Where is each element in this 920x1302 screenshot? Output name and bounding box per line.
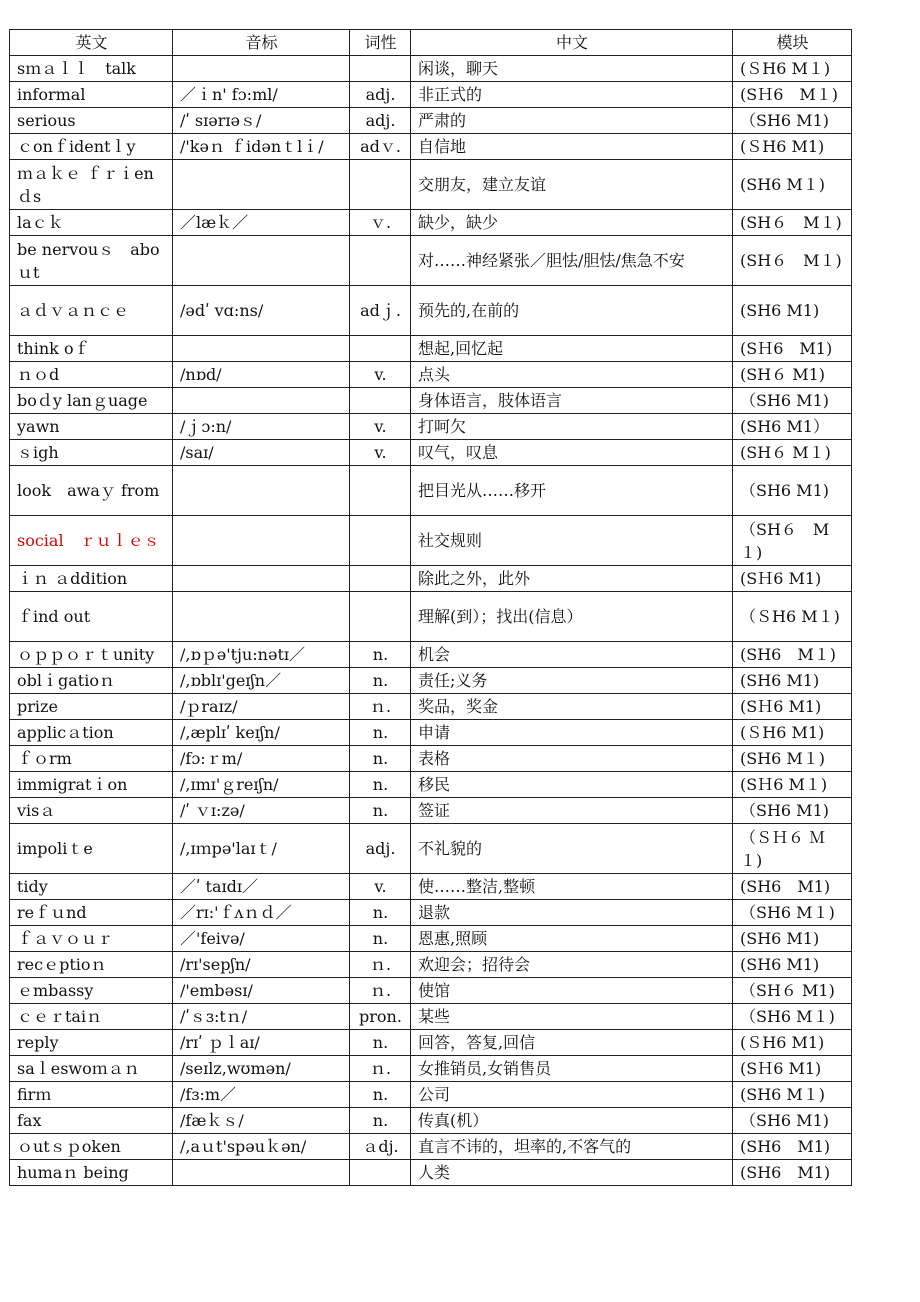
english-cell: ｆind out <box>10 592 173 642</box>
chinese-cell: 身体语言，肢体语言 <box>411 388 733 414</box>
pos-cell: pron. <box>350 1004 411 1030</box>
module-cell: (SH6 M１) <box>733 642 852 668</box>
table-row <box>10 720 852 746</box>
pos-cell <box>350 388 411 414</box>
phonetic-cell: /ʹｓɜ:tｎ/ <box>173 1004 350 1030</box>
phonetic-cell: /,ɪmɪ'ｇreɪʃn/ <box>173 772 350 798</box>
english-cell: applicａtion <box>10 720 173 746</box>
pos-cell: ｎ. <box>350 694 411 720</box>
pos-cell: n. <box>350 668 411 694</box>
phonetic-cell <box>173 566 350 592</box>
chinese-cell: 奖品，奖金 <box>411 694 733 720</box>
table-row <box>10 746 852 772</box>
pos-cell <box>350 566 411 592</box>
module-cell: (SH6 M1) <box>733 286 852 336</box>
phonetic-cell <box>173 336 350 362</box>
pos-cell: n. <box>350 926 411 952</box>
module-cell: (SＨ6 M1) <box>733 336 852 362</box>
pos-cell <box>350 466 411 516</box>
module-cell: (ＳH6 M1) <box>733 720 852 746</box>
phonetic-cell: /ｐraɪz/ <box>173 694 350 720</box>
english-cell: ｅmbassy <box>10 978 173 1004</box>
header-part-of-speech: 词性 <box>350 30 411 56</box>
phonetic-cell: /'embəsɪ/ <box>173 978 350 1004</box>
english-cell: ｃonｆidentｌy <box>10 134 173 160</box>
header-english: 英文 <box>10 30 173 56</box>
table-row <box>10 694 852 720</box>
phonetic-cell: /,æplɪʹ keɪʃn/ <box>173 720 350 746</box>
table-row <box>10 592 852 642</box>
chinese-cell: 闲谈，聊天 <box>411 56 733 82</box>
phonetic-cell <box>173 56 350 82</box>
phonetic-cell <box>173 160 350 210</box>
phonetic-cell: /ədʹ vɑ:ns/ <box>173 286 350 336</box>
english-cell: saｌeswoｍａｎ <box>10 1056 173 1082</box>
phonetic-cell: /rɪ'sepʃn/ <box>173 952 350 978</box>
phonetic-cell: /saɪ/ <box>173 440 350 466</box>
module-cell: (SH6 M1） <box>733 414 852 440</box>
table-row <box>10 108 852 134</box>
phonetic-cell <box>173 466 350 516</box>
phonetic-cell: /ʹ sɪərɪəｓ/ <box>173 108 350 134</box>
header-phonetic: 音标 <box>173 30 350 56</box>
table-row <box>10 926 852 952</box>
english-cell: immigratｉon <box>10 772 173 798</box>
table-row <box>10 642 852 668</box>
english-cell: ｓigh <box>10 440 173 466</box>
english-cell: ｉｎ ａddition <box>10 566 173 592</box>
chinese-cell: 理解(到）；找出(信息） <box>411 592 733 642</box>
header-module: 模块 <box>733 30 852 56</box>
module-cell: （SH6 M1) <box>733 108 852 134</box>
module-cell: （SH6 M1) <box>733 798 852 824</box>
module-cell: （SH6 M１) <box>733 900 852 926</box>
table-row <box>10 236 852 286</box>
pos-cell: ｎ. <box>350 978 411 1004</box>
english-cell: sｍａｌｌ talk <box>10 56 173 82</box>
table-row <box>10 798 852 824</box>
phonetic-cell: ／læｋ／ <box>173 210 350 236</box>
table-row <box>10 1004 852 1030</box>
english-cell: ｎｏd <box>10 362 173 388</box>
phonetic-cell: /,ɒblɪ'geɪʃn／ <box>173 668 350 694</box>
pos-cell <box>350 56 411 82</box>
pos-cell: adｊ. <box>350 286 411 336</box>
module-cell: (SH6 M1) <box>733 926 852 952</box>
english-cell: yawn <box>10 414 173 440</box>
pos-cell <box>350 336 411 362</box>
pos-cell: v. <box>350 874 411 900</box>
chinese-cell: 责任;义务 <box>411 668 733 694</box>
chinese-cell: 严肃的 <box>411 108 733 134</box>
pos-cell: v. <box>350 440 411 466</box>
chinese-cell: 不礼貌的 <box>411 824 733 874</box>
chinese-cell: 传真(机） <box>411 1108 733 1134</box>
module-cell: （SH６ M１) <box>733 516 852 566</box>
pos-cell: n. <box>350 720 411 746</box>
english-cell: fax <box>10 1108 173 1134</box>
chinese-cell: 人类 <box>411 1160 733 1186</box>
english-cell: humaｎ being <box>10 1160 173 1186</box>
phonetic-cell: /,aｕt'spəuｋən/ <box>173 1134 350 1160</box>
table-row <box>10 1030 852 1056</box>
phonetic-cell <box>173 516 350 566</box>
table-row <box>10 516 852 566</box>
chinese-cell: 公司 <box>411 1082 733 1108</box>
pos-cell: adj. <box>350 824 411 874</box>
pos-cell <box>350 592 411 642</box>
module-cell: (SH6 M１) <box>733 1082 852 1108</box>
pos-cell: ｎ. <box>350 1056 411 1082</box>
phonetic-cell: ／ｉn' fɔ:ml/ <box>173 82 350 108</box>
pos-cell: ｎ. <box>350 952 411 978</box>
module-cell: （ＳＨ６ Ｍ１) <box>733 824 852 874</box>
module-cell: (SH6 M1) <box>733 668 852 694</box>
english-cell: reｆｕnd <box>10 900 173 926</box>
table-row <box>10 824 852 874</box>
module-cell: (ＳH6 M1) <box>733 134 852 160</box>
module-cell: (SH６ M1) <box>733 362 852 388</box>
table-row <box>10 952 852 978</box>
english-cell: boｄy lanｇuage <box>10 388 173 414</box>
pos-cell <box>350 516 411 566</box>
phonetic-cell: /ʹ ｖɪ:zə/ <box>173 798 350 824</box>
phonetic-cell: /fæｋｓ/ <box>173 1108 350 1134</box>
table-row <box>10 362 852 388</box>
chinese-cell: 社交规则 <box>411 516 733 566</box>
pos-cell <box>350 236 411 286</box>
module-cell: (SＨ6 M1) <box>733 1056 852 1082</box>
table-row <box>10 210 852 236</box>
pos-cell: n. <box>350 1030 411 1056</box>
module-cell: (SＨ6 M１) <box>733 82 852 108</box>
chinese-cell: 欢迎会；招待会 <box>411 952 733 978</box>
chinese-cell: 对……神经紧张／胆怯/胆怯/焦急不安 <box>411 236 733 286</box>
pos-cell: ｖ. <box>350 210 411 236</box>
english-cell: reply <box>10 1030 173 1056</box>
header-chinese: 中文 <box>411 30 733 56</box>
phonetic-cell <box>173 236 350 286</box>
table-row <box>10 388 852 414</box>
pos-cell: n. <box>350 772 411 798</box>
english-cell: tidy <box>10 874 173 900</box>
english-cell: ｏｐｐｏｒｔunity <box>10 642 173 668</box>
chinese-cell: 自信地 <box>411 134 733 160</box>
english-cell: laｃｋ <box>10 210 173 236</box>
english-cell: prize <box>10 694 173 720</box>
english-cell: ｃｅｒtaiｎ <box>10 1004 173 1030</box>
english-cell: recｅptioｎ <box>10 952 173 978</box>
phonetic-cell: /ｊɔ:n/ <box>173 414 350 440</box>
header-row <box>10 30 852 56</box>
chinese-cell: 叹气，叹息 <box>411 440 733 466</box>
module-cell: (SH6 M1) <box>733 1134 852 1160</box>
chinese-cell: 退款 <box>411 900 733 926</box>
pos-cell: n. <box>350 746 411 772</box>
module-cell: （ＳH6 M１) <box>733 592 852 642</box>
pos-cell: v. <box>350 362 411 388</box>
pos-cell: n. <box>350 1082 411 1108</box>
pos-cell <box>350 160 411 210</box>
english-cell: ｏutｓｐoken <box>10 1134 173 1160</box>
module-cell: （SH6 M1) <box>733 466 852 516</box>
english-cell: serious <box>10 108 173 134</box>
module-cell: （SH6 M1) <box>733 1108 852 1134</box>
phonetic-cell: /,ɒｐə'tju:nətɪ／ <box>173 642 350 668</box>
module-cell: (SH6 M1) <box>733 952 852 978</box>
table-row <box>10 440 852 466</box>
table-row <box>10 1134 852 1160</box>
table-row <box>10 900 852 926</box>
chinese-cell: 签证 <box>411 798 733 824</box>
module-cell: （SH6 M１) <box>733 1004 852 1030</box>
chinese-cell: 预先的,在前的 <box>411 286 733 336</box>
english-cell: think oｆ <box>10 336 173 362</box>
chinese-cell: 表格 <box>411 746 733 772</box>
pos-cell: n. <box>350 642 411 668</box>
english-cell: firｍ <box>10 1082 173 1108</box>
table-row <box>10 286 852 336</box>
chinese-cell: 申请 <box>411 720 733 746</box>
table-row <box>10 1056 852 1082</box>
table-row <box>10 1160 852 1186</box>
chinese-cell: 某些 <box>411 1004 733 1030</box>
chinese-cell: 回答，答复,回信 <box>411 1030 733 1056</box>
chinese-cell: 机会 <box>411 642 733 668</box>
english-cell: ｍａｋｅ ｆｒｉen ｄs <box>10 160 173 210</box>
pos-cell: v. <box>350 414 411 440</box>
table-row <box>10 56 852 82</box>
table-row <box>10 134 852 160</box>
english-cell: oblｉgatioｎ <box>10 668 173 694</box>
phonetic-cell: /,ɪｍpə'laɪｔ/ <box>173 824 350 874</box>
pos-cell: adj. <box>350 108 411 134</box>
chinese-cell: 使馆 <box>411 978 733 1004</box>
table-row <box>10 336 852 362</box>
table-row <box>10 466 852 516</box>
module-cell: （SH６ M1) <box>733 978 852 1004</box>
module-cell: (SＨ6 M１) <box>733 772 852 798</box>
table-row <box>10 1082 852 1108</box>
chinese-cell: 移民 <box>411 772 733 798</box>
chinese-cell: 交朋友，建立友谊 <box>411 160 733 210</box>
english-cell: ａｄｖａｎｃｅ <box>10 286 173 336</box>
phonetic-cell: ／rɪ:'ｆʌｎｄ／ <box>173 900 350 926</box>
phonetic-cell: ／'feivə/ <box>173 926 350 952</box>
english-cell: ｆｏrm <box>10 746 173 772</box>
english-cell: informal <box>10 82 173 108</box>
table-row <box>10 566 852 592</box>
english-cell: visａ <box>10 798 173 824</box>
english-cell: impoliｔe <box>10 824 173 874</box>
vocabulary-table <box>9 29 852 1186</box>
phonetic-cell: /fɜ:m／ <box>173 1082 350 1108</box>
module-cell: (SH６ M１) <box>733 210 852 236</box>
phonetic-cell <box>173 1160 350 1186</box>
module-cell: (SH6 M１) <box>733 160 852 210</box>
pos-cell: n. <box>350 1108 411 1134</box>
phonetic-cell: /seɪlz,wʊmən/ <box>173 1056 350 1082</box>
table-row <box>10 1108 852 1134</box>
module-cell: (ＳH6 M１) <box>733 56 852 82</box>
chinese-cell: 想起,回忆起 <box>411 336 733 362</box>
chinese-cell: 恩惠,照顾 <box>411 926 733 952</box>
chinese-cell: 女推销员,女销售员 <box>411 1056 733 1082</box>
phonetic-cell <box>173 388 350 414</box>
chinese-cell: 把目光从……移开 <box>411 466 733 516</box>
english-cell: social ｒｕｌｅｓ <box>10 516 173 566</box>
english-cell: look awaｙ from <box>10 466 173 516</box>
pos-cell: adj. <box>350 82 411 108</box>
chinese-cell: 非正式的 <box>411 82 733 108</box>
english-cell: ｆａｖｏｕｒ <box>10 926 173 952</box>
pos-cell: ａdj. <box>350 1134 411 1160</box>
chinese-cell: 点头 <box>411 362 733 388</box>
module-cell: （SH6 M1) <box>733 388 852 414</box>
table-row <box>10 82 852 108</box>
table-row <box>10 160 852 210</box>
chinese-cell: 除此之外，此外 <box>411 566 733 592</box>
table-row <box>10 668 852 694</box>
chinese-cell: 使……整洁,整顿 <box>411 874 733 900</box>
chinese-cell: 打呵欠 <box>411 414 733 440</box>
chinese-cell: 直言不讳的，坦率的,不客气的 <box>411 1134 733 1160</box>
pos-cell: n. <box>350 900 411 926</box>
phonetic-cell <box>173 592 350 642</box>
phonetic-cell: /fɔ:ｒm/ <box>173 746 350 772</box>
chinese-cell: 缺少，缺少 <box>411 210 733 236</box>
phonetic-cell: /'kəｎ ｆidənｔlｉ/ <box>173 134 350 160</box>
module-cell: (SＨ6 M1) <box>733 566 852 592</box>
phonetic-cell: /rɪʹ ｐｌaɪ/ <box>173 1030 350 1056</box>
table-row <box>10 978 852 1004</box>
phonetic-cell: ／ʹ taɪdɪ／ <box>173 874 350 900</box>
pos-cell <box>350 1160 411 1186</box>
english-cell: be nervouｓ aboｕt <box>10 236 173 286</box>
module-cell: (ＳH6 M1) <box>733 1030 852 1056</box>
table-row <box>10 772 852 798</box>
pos-cell: adｖ. <box>350 134 411 160</box>
module-cell: (SH6 M1) <box>733 874 852 900</box>
module-cell: (SH６ M１) <box>733 440 852 466</box>
module-cell: (SH6 M１) <box>733 746 852 772</box>
vocabulary-body <box>10 56 852 1186</box>
table-row <box>10 874 852 900</box>
pos-cell: n. <box>350 798 411 824</box>
module-cell: (SH6 M1) <box>733 1160 852 1186</box>
table-row <box>10 414 852 440</box>
module-cell: (SＨ6 M1) <box>733 694 852 720</box>
module-cell: (SH６ M１) <box>733 236 852 286</box>
phonetic-cell: /nɒd/ <box>173 362 350 388</box>
